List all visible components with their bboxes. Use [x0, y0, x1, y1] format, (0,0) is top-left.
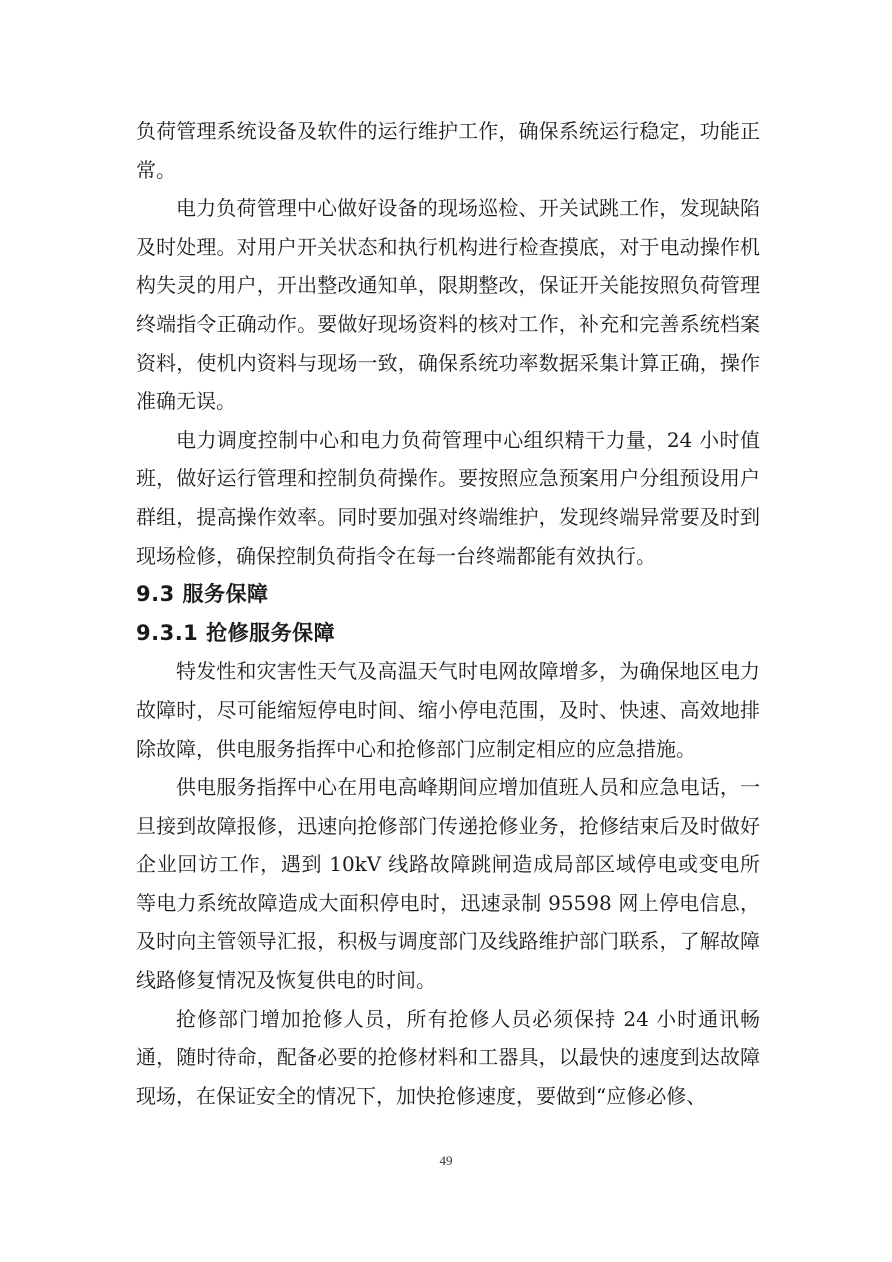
subsection-heading: 9.3.1 抢修服务保障	[136, 620, 336, 645]
paragraph-dispatch-duty: 电力调度控制中心和电力负荷管理中心组织精干力量，24 小时值班，做好运行管理和控制负荷操作。要按照应急预案用户分组预设用户群组，提高操作效率。同时要加强对终端维护，发现终端异常要及时到现场检修，确保控制负荷指令在每一台终端都能有效执行。	[136, 427, 760, 568]
paragraph-load-center-inspection: 电力负荷管理中心做好设备的现场巡检、开关试跳工作，发现缺陷及时处理。对用户开关状态和执行机构进行检查摸底，对于电动操作机构失灵的用户，开出整改通知单，限期整改，保证开关能按照负荷管理终端指令正确动作。要做好现场资料的核对工作，补充和完善系统档案资料，使机内资料与现场一致，确保系统功率数据采集计算正确，操作准确无误。	[136, 196, 760, 414]
page-content	[136, 112, 760, 1115]
paragraph-severe-weather: 特发性和灾害性天气及高温天气时电网故障增多，为确保地区电力故障时，尽可能缩短停电时间、缩小停电范围，及时、快速、高效地排除故障，供电服务指挥中心和抢修部门应制定相应的应急措施。	[136, 659, 760, 761]
paragraph-service-center: 供电服务指挥中心在用电高峰期间应增加值班人员和应急电话，一旦接到故障报修，迅速向抢修部门传递抢修业务，抢修结束后及时做好企业回访工作，遇到 10kV 线路故障跳闸造成局部区域停电或变电所等电力系统故障造成大面积停电时，迅速录制 95598 网上停电信息，及时向主管领导汇报，积极与调度部门及线路维护部门联系，了解故障线路修复情况及恢复供电的时间。	[136, 775, 760, 993]
paragraph-repair-department: 抢修部门增加抢修人员，所有抢修人员必须保持 24 小时通讯畅通，随时待命，配备必要的抢修材料和工器具，以最快的速度到达故障现场，在保证安全的情况下，加快抢修速度，要做到“应修必修、	[136, 1006, 760, 1108]
section-heading: 9.3 服务保障	[136, 582, 269, 607]
page-number: 49	[439, 1153, 453, 1168]
paragraph-continued: 负荷管理系统设备及软件的运行维护工作，确保系统运行稳定，功能正常。	[136, 119, 760, 182]
